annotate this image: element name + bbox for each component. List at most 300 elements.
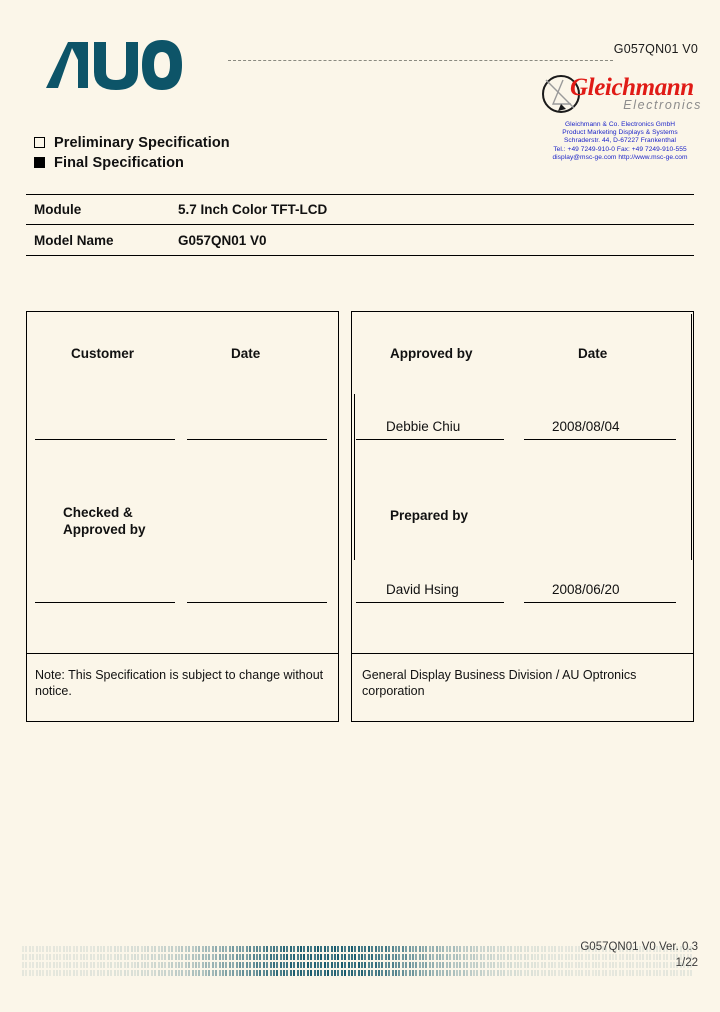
band-cell	[22, 954, 24, 960]
band-cell	[575, 970, 577, 976]
band-cell	[202, 962, 204, 968]
prepared-signature-value[interactable]: David Hsing	[386, 582, 459, 597]
band-cell	[456, 970, 458, 976]
band-cell	[229, 970, 231, 976]
band-cell	[358, 970, 360, 976]
band-cell	[212, 962, 214, 968]
band-cell	[649, 970, 651, 976]
band-cell	[375, 970, 377, 976]
band-cell	[659, 970, 661, 976]
band-cell	[205, 970, 207, 976]
band-cell	[161, 970, 163, 976]
footer-page-number: 1/22	[675, 957, 698, 969]
contact-line-company: Gleichmann & Co. Electronics GmbH	[564, 121, 676, 128]
band-cell	[110, 954, 112, 960]
band-cell	[500, 970, 502, 976]
band-cell	[86, 962, 88, 968]
band-cell	[687, 970, 689, 976]
band-cell	[63, 954, 65, 960]
band-cell	[56, 946, 58, 952]
band-cell	[42, 970, 44, 976]
band-cell	[331, 962, 333, 968]
band-cell	[137, 946, 139, 952]
band-cell	[83, 954, 85, 960]
band-cell	[276, 962, 278, 968]
band-cell	[117, 946, 119, 952]
band-cell	[253, 970, 255, 976]
band-cell	[239, 962, 241, 968]
band-cell	[368, 970, 370, 976]
band-cell	[53, 962, 55, 968]
band-cell	[181, 946, 183, 952]
band-cell	[114, 970, 116, 976]
contact-line-phone: Tel.: +49 7249-910-0 Fax: +49 7249-910-555	[553, 145, 687, 153]
band-cell	[137, 962, 139, 968]
band-cell	[137, 954, 139, 960]
band-cell	[100, 962, 102, 968]
band-cell	[66, 946, 68, 952]
band-cell	[185, 954, 187, 960]
band-cell	[107, 970, 109, 976]
band-cell	[310, 962, 312, 968]
band-cell	[63, 970, 65, 976]
band-cell	[256, 954, 258, 960]
band-cell	[137, 970, 139, 976]
band-cell	[86, 954, 88, 960]
band-cell	[144, 970, 146, 976]
band-cell	[568, 970, 570, 976]
band-cell	[49, 970, 51, 976]
band-cell	[131, 946, 133, 952]
band-cell	[134, 946, 136, 952]
band-cell	[225, 946, 227, 952]
band-cell	[381, 970, 383, 976]
band-cell	[537, 970, 539, 976]
band-cell	[290, 946, 292, 952]
band-cell	[402, 970, 404, 976]
customer-date-rule	[187, 439, 327, 440]
band-cell	[263, 946, 265, 952]
band-cell	[493, 970, 495, 976]
band-cell	[341, 954, 343, 960]
band-cell	[49, 962, 51, 968]
band-cell	[459, 970, 461, 976]
band-cell	[354, 954, 356, 960]
band-cell	[195, 954, 197, 960]
band-cell	[293, 970, 295, 976]
band-cell	[690, 970, 692, 976]
band-cell	[168, 970, 170, 976]
band-cell	[371, 946, 373, 952]
band-cell	[236, 970, 238, 976]
band-cell	[578, 970, 580, 976]
band-cell	[409, 970, 411, 976]
band-cell	[73, 962, 75, 968]
band-cell	[266, 970, 268, 976]
band-cell	[358, 954, 360, 960]
band-cell	[90, 962, 92, 968]
band-cell	[236, 954, 238, 960]
band-cell	[36, 946, 38, 952]
band-cell	[69, 962, 71, 968]
band-cell	[266, 946, 268, 952]
band-cell	[93, 954, 95, 960]
band-cell	[273, 954, 275, 960]
band-cell	[375, 962, 377, 968]
band-cell	[120, 962, 122, 968]
band-cell	[361, 970, 363, 976]
band-cell	[324, 954, 326, 960]
gleichmann-contact	[536, 121, 704, 162]
band-cell	[290, 962, 292, 968]
band-cell	[117, 954, 119, 960]
band-cell	[202, 946, 204, 952]
band-cell	[215, 954, 217, 960]
band-cell	[66, 970, 68, 976]
band-cell	[497, 970, 499, 976]
band-cell	[324, 946, 326, 952]
band-cell	[69, 946, 71, 952]
band-cell	[198, 970, 200, 976]
band-cell	[483, 970, 485, 976]
band-cell	[83, 962, 85, 968]
gleichmann-logo	[536, 74, 704, 118]
band-cell	[181, 970, 183, 976]
band-cell	[653, 970, 655, 976]
band-cell	[195, 946, 197, 952]
band-cell	[310, 946, 312, 952]
band-cell	[76, 954, 78, 960]
band-cell	[208, 970, 210, 976]
band-cell	[314, 954, 316, 960]
band-cell	[449, 970, 451, 976]
band-cell	[22, 970, 24, 976]
band-cell	[36, 962, 38, 968]
band-cell	[59, 962, 61, 968]
gleichmann-subtitle: Electronics	[623, 98, 702, 112]
band-cell	[609, 970, 611, 976]
band-cell	[212, 970, 214, 976]
band-cell	[283, 962, 285, 968]
band-cell	[188, 962, 190, 968]
checked-date-rule	[187, 602, 327, 603]
contact-line-email: display@msc-ge.com http://www.msc-ge.com	[552, 153, 688, 161]
band-cell	[97, 954, 99, 960]
band-cell	[341, 946, 343, 952]
band-cell	[39, 954, 41, 960]
band-cell	[419, 970, 421, 976]
band-cell	[364, 962, 366, 968]
band-cell	[66, 962, 68, 968]
band-cell	[147, 946, 149, 952]
band-cell	[171, 970, 173, 976]
band-cell	[598, 970, 600, 976]
band-cell	[144, 954, 146, 960]
band-cell	[127, 946, 129, 952]
band-cell	[629, 970, 631, 976]
band-cell	[300, 962, 302, 968]
band-cell	[463, 970, 465, 976]
band-cell	[164, 962, 166, 968]
band-cell	[86, 946, 88, 952]
band-cell	[22, 946, 24, 952]
band-cell	[181, 962, 183, 968]
band-cell	[276, 946, 278, 952]
band-cell	[56, 954, 58, 960]
approved-date-value[interactable]: 2008/08/04	[552, 419, 620, 434]
band-cell	[164, 970, 166, 976]
band-cell	[514, 970, 516, 976]
approved-signature-rule	[356, 439, 504, 440]
band-cell	[259, 954, 261, 960]
auo-logo	[42, 36, 184, 94]
band-cell	[676, 970, 678, 976]
band-cell	[263, 962, 265, 968]
band-cell	[80, 946, 82, 952]
band-cell	[351, 962, 353, 968]
band-cell	[222, 946, 224, 952]
band-cell	[249, 954, 251, 960]
band-cell	[219, 954, 221, 960]
band-cell	[280, 954, 282, 960]
band-cell	[69, 970, 71, 976]
band-cell	[524, 970, 526, 976]
band-cell	[29, 962, 31, 968]
band-cell	[368, 954, 370, 960]
approved-by-column-header: Approved by	[390, 346, 473, 361]
band-cell	[144, 962, 146, 968]
band-cell	[151, 954, 153, 960]
band-cell	[636, 970, 638, 976]
band-cell	[385, 970, 387, 976]
band-cell	[368, 946, 370, 952]
module-value: 5.7 Inch Color TFT-LCD	[178, 202, 328, 217]
band-cell	[124, 946, 126, 952]
band-cell	[334, 946, 336, 952]
band-cell	[249, 946, 251, 952]
band-cell	[327, 954, 329, 960]
band-cell	[215, 970, 217, 976]
band-cell	[32, 954, 34, 960]
band-cell	[398, 970, 400, 976]
band-cell	[534, 970, 536, 976]
table-row	[26, 195, 694, 225]
band-cell	[225, 962, 227, 968]
band-cell	[548, 970, 550, 976]
band-cell	[266, 962, 268, 968]
final-specification-row[interactable]	[34, 153, 230, 172]
band-cell	[351, 946, 353, 952]
band-cell	[53, 970, 55, 976]
band-cell	[364, 970, 366, 976]
band-cell	[232, 970, 234, 976]
band-cell	[280, 946, 282, 952]
band-cell	[348, 946, 350, 952]
band-cell	[229, 946, 231, 952]
band-cell	[124, 962, 126, 968]
band-cell	[354, 946, 356, 952]
band-cell	[90, 954, 92, 960]
band-cell	[327, 946, 329, 952]
band-cell	[242, 970, 244, 976]
specification-note: Note: This Specification is subject to change without notice.	[35, 668, 324, 698]
band-cell	[375, 954, 377, 960]
band-cell	[144, 946, 146, 952]
band-cell	[263, 970, 265, 976]
band-cell	[554, 970, 556, 976]
band-cell	[337, 962, 339, 968]
band-cell	[192, 946, 194, 952]
band-cell	[103, 954, 105, 960]
band-cell	[388, 970, 390, 976]
band-cell	[395, 970, 397, 976]
band-cell	[175, 946, 177, 952]
specification-type-group	[34, 133, 230, 173]
band-cell	[415, 970, 417, 976]
band-cell	[124, 970, 126, 976]
band-cell	[348, 962, 350, 968]
band-cell	[246, 954, 248, 960]
band-cell	[215, 946, 217, 952]
band-cell	[134, 954, 136, 960]
band-cell	[188, 946, 190, 952]
band-cell	[259, 970, 261, 976]
band-cell	[280, 962, 282, 968]
band-cell	[270, 946, 272, 952]
preliminary-specification-row[interactable]	[34, 133, 230, 152]
band-cell	[371, 970, 373, 976]
band-cell	[147, 970, 149, 976]
band-cell	[348, 970, 350, 976]
band-cell	[222, 954, 224, 960]
band-cell	[276, 954, 278, 960]
band-cell	[673, 970, 675, 976]
right-note-divider	[352, 653, 693, 654]
band-cell	[293, 962, 295, 968]
band-cell	[215, 962, 217, 968]
band-cell	[324, 970, 326, 976]
band-cell	[571, 970, 573, 976]
band-cell	[297, 954, 299, 960]
band-cell	[80, 962, 82, 968]
prepared-date-value[interactable]: 2008/06/20	[552, 582, 620, 597]
band-cell	[405, 970, 407, 976]
band-cell	[39, 962, 41, 968]
band-cell	[320, 970, 322, 976]
checked-approved-label: Checked & Approved by	[63, 505, 146, 537]
band-cell	[442, 970, 444, 976]
band-cell	[320, 962, 322, 968]
band-cell	[263, 954, 265, 960]
band-cell	[425, 970, 427, 976]
band-cell	[175, 970, 177, 976]
band-cell	[134, 970, 136, 976]
band-cell	[114, 954, 116, 960]
band-cell	[249, 970, 251, 976]
band-cell	[527, 970, 529, 976]
band-cell	[120, 970, 122, 976]
band-cell	[161, 962, 163, 968]
band-cell	[171, 962, 173, 968]
band-cell	[283, 954, 285, 960]
band-cell	[205, 946, 207, 952]
band-cell	[97, 946, 99, 952]
band-cell	[612, 970, 614, 976]
band-cell	[412, 970, 414, 976]
band-cell	[168, 954, 170, 960]
band-cell	[225, 970, 227, 976]
band-cell	[561, 970, 563, 976]
band-cell	[246, 962, 248, 968]
band-cell	[307, 970, 309, 976]
band-cell	[222, 962, 224, 968]
left-note-divider	[27, 653, 338, 654]
preliminary-checkbox[interactable]	[34, 137, 45, 148]
band-row	[22, 970, 698, 976]
band-cell	[168, 946, 170, 952]
band-cell	[317, 946, 319, 952]
preliminary-label: Preliminary Specification	[54, 134, 230, 151]
band-cell	[283, 946, 285, 952]
band-cell	[361, 954, 363, 960]
band-cell	[151, 962, 153, 968]
approved-date-column-header: Date	[578, 346, 608, 361]
band-cell	[205, 954, 207, 960]
model-name-value: G057QN01 V0	[178, 232, 267, 248]
right-outer-vertical-divider	[691, 314, 692, 560]
band-cell	[222, 970, 224, 976]
band-cell	[100, 954, 102, 960]
division-text: General Display Business Division / AU Optronics corporation	[362, 668, 637, 698]
band-cell	[276, 970, 278, 976]
band-cell	[171, 946, 173, 952]
band-cell	[470, 970, 472, 976]
band-cell	[286, 970, 288, 976]
band-cell	[131, 954, 133, 960]
band-cell	[154, 970, 156, 976]
band-cell	[300, 954, 302, 960]
band-cell	[151, 946, 153, 952]
band-cell	[49, 954, 51, 960]
band-cell	[131, 962, 133, 968]
band-cell	[351, 970, 353, 976]
gleichmann-wordmark	[570, 75, 704, 112]
gleichmann-block	[536, 74, 704, 162]
band-cell	[239, 970, 241, 976]
band-cell	[32, 962, 34, 968]
band-cell	[59, 954, 61, 960]
band-cell	[69, 954, 71, 960]
band-cell	[164, 946, 166, 952]
band-cell	[364, 954, 366, 960]
band-cell	[192, 954, 194, 960]
band-cell	[141, 946, 143, 952]
band-cell	[375, 946, 377, 952]
band-cell	[198, 962, 200, 968]
band-cell	[100, 946, 102, 952]
band-cell	[93, 970, 95, 976]
final-checkbox[interactable]	[34, 157, 45, 168]
band-cell	[320, 946, 322, 952]
band-cell	[90, 946, 92, 952]
approved-signature-value[interactable]: Debbie Chiu	[386, 419, 461, 434]
band-cell	[46, 962, 48, 968]
band-cell	[544, 970, 546, 976]
band-cell	[39, 946, 41, 952]
band-cell	[300, 970, 302, 976]
band-cell	[331, 970, 333, 976]
band-cell	[185, 946, 187, 952]
